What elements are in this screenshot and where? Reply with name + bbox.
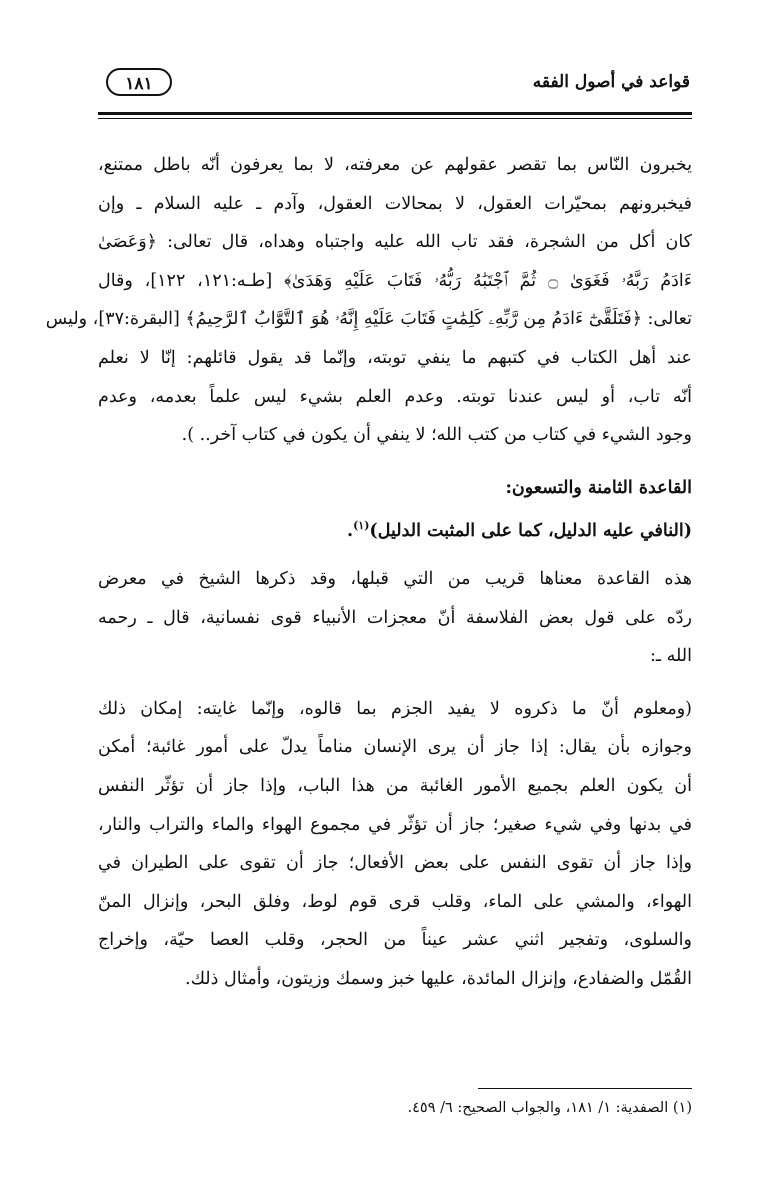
text-line: الهواء، والمشي على الماء، وقلب قرى قوم لوط، وفلق البحر، وإنزال المنّ bbox=[98, 891, 692, 912]
page-number: ١٨١ bbox=[106, 68, 172, 96]
text-line: ردّه على قول بعض الفلاسفة أنّ معجزات الأنبياء قوى نفسانية، قال ـ رحمه bbox=[98, 607, 692, 628]
quran-verse-line: تعالى: ﴿فَتَلَقَّىٰٓ ءَادَمُ مِن رَّبِّهِۦ كَلِمَٰتٍ فَتَابَ عَلَيْهِ إِنَّهُۥ هُوَ ٱلتَّوَّابُ ٱلرَّحِيمُ﴾ [البقرة:٣٧]، وليس bbox=[45, 309, 692, 330]
rule-statement-text: (النافي عليه الدليل، كما على المثبت الدليل) bbox=[369, 521, 692, 542]
text-line: القُمّل والضفادع، وإنزال المائدة، عليها خبز وسمك وزيتون، وأمثال ذلك. bbox=[185, 968, 692, 989]
footnote: (١) الصفدية: ١/ ١٨١، والجواب الصحيح: ٦/ ٤٥٩. bbox=[407, 1100, 692, 1116]
paragraph-1 bbox=[45, 146, 692, 455]
header-rule-thick bbox=[98, 112, 692, 115]
text-line: في بدنها وفي شيء صغير؛ جاز أن تؤثّر في مجموع الهواء والماء والتراب والنار، bbox=[98, 814, 692, 835]
footnote-ref: (١) bbox=[353, 519, 370, 533]
paragraph-gap bbox=[98, 455, 692, 469]
rule-heading: القاعدة الثامنة والتسعون: bbox=[505, 477, 692, 498]
text-line: يخبرون النّاس بما تقصر عقولهم عن معرفته، لا بما يعرفون أنّه باطل ممتنع، bbox=[98, 155, 692, 175]
text-line: كان أكل من الشجرة، فقد تاب الله عليه واجتباه وهداه، قال تعالى: ﴿وَعَصَىٰ bbox=[98, 232, 692, 253]
text-line: أنّه تاب، أو ليس عندنا توبته. وعدم العلم بشيء ليس علماً بعدمه، وعدم bbox=[98, 386, 692, 407]
text-line: وجوازه بأن يقال: إذا جاز أن يرى الإنسان مناماً يدلّ على أمور غائبة؛ أمكن bbox=[98, 737, 692, 758]
text-line: هذه القاعدة معناها قريب من التي قبلها، وقد ذكرها الشيخ في معرض bbox=[98, 568, 692, 589]
text-line: فيخبرونهم بمحيّرات العقول، لا بمحالات العقول، وآدم ـ عليه السلام ـ وإن bbox=[98, 193, 692, 214]
quran-verse-line: ءَادَمُ رَبَّهُۥ فَغَوَىٰ ۝ ثُمَّ ٱجْتَبَٰهُ رَبُّهُۥ فَتَابَ عَلَيْهِ وَهَدَىٰ﴾ [طـه:١٢١، ١٢٢]، وقال bbox=[98, 270, 692, 291]
text-line: أن يكون العلم بجميع الأمور الغائبة من هذا الباب، وإذا جاز أن تؤثّر النفس bbox=[98, 775, 692, 796]
paragraph-gap bbox=[98, 676, 692, 690]
body-text bbox=[45, 146, 692, 998]
running-title: قواعد في أصول الفقه bbox=[532, 72, 690, 92]
paragraph-2 bbox=[98, 560, 692, 676]
rule-statement-end: . bbox=[346, 521, 354, 542]
header-rule-thin bbox=[98, 118, 692, 119]
text-line: وجود الشيء في كتاب من كتب الله؛ لا ينفي أن يكون في كتاب آخر.. ). bbox=[181, 425, 692, 446]
rule-statement bbox=[98, 507, 692, 546]
page-header bbox=[98, 62, 690, 110]
text-line: والسلوى، وتفجير اثني عشر عيناً من الحجر، وقلب العصا حيّة، وإخراج bbox=[98, 930, 692, 951]
text-line: الله ـ: bbox=[650, 646, 692, 667]
paragraph-3 bbox=[98, 690, 692, 999]
text-line: (ومعلوم أنّ ما ذكروه لا يفيد الجزم بما قالوه، وإنّما غايته: إمكان ذلك bbox=[98, 698, 692, 719]
text-line: عند أهل الكتاب في كتبهم ما ينفي توبته، وإنّما قد يقول قائلهم: إنّا لا نعلم bbox=[98, 347, 692, 368]
footnote-rule bbox=[478, 1088, 692, 1089]
text-line: وإذا جاز أن تقوى النفس على بعض الأفعال؛ جاز أن تقوى على الطيران في bbox=[98, 853, 692, 874]
paragraph-gap bbox=[98, 546, 692, 560]
